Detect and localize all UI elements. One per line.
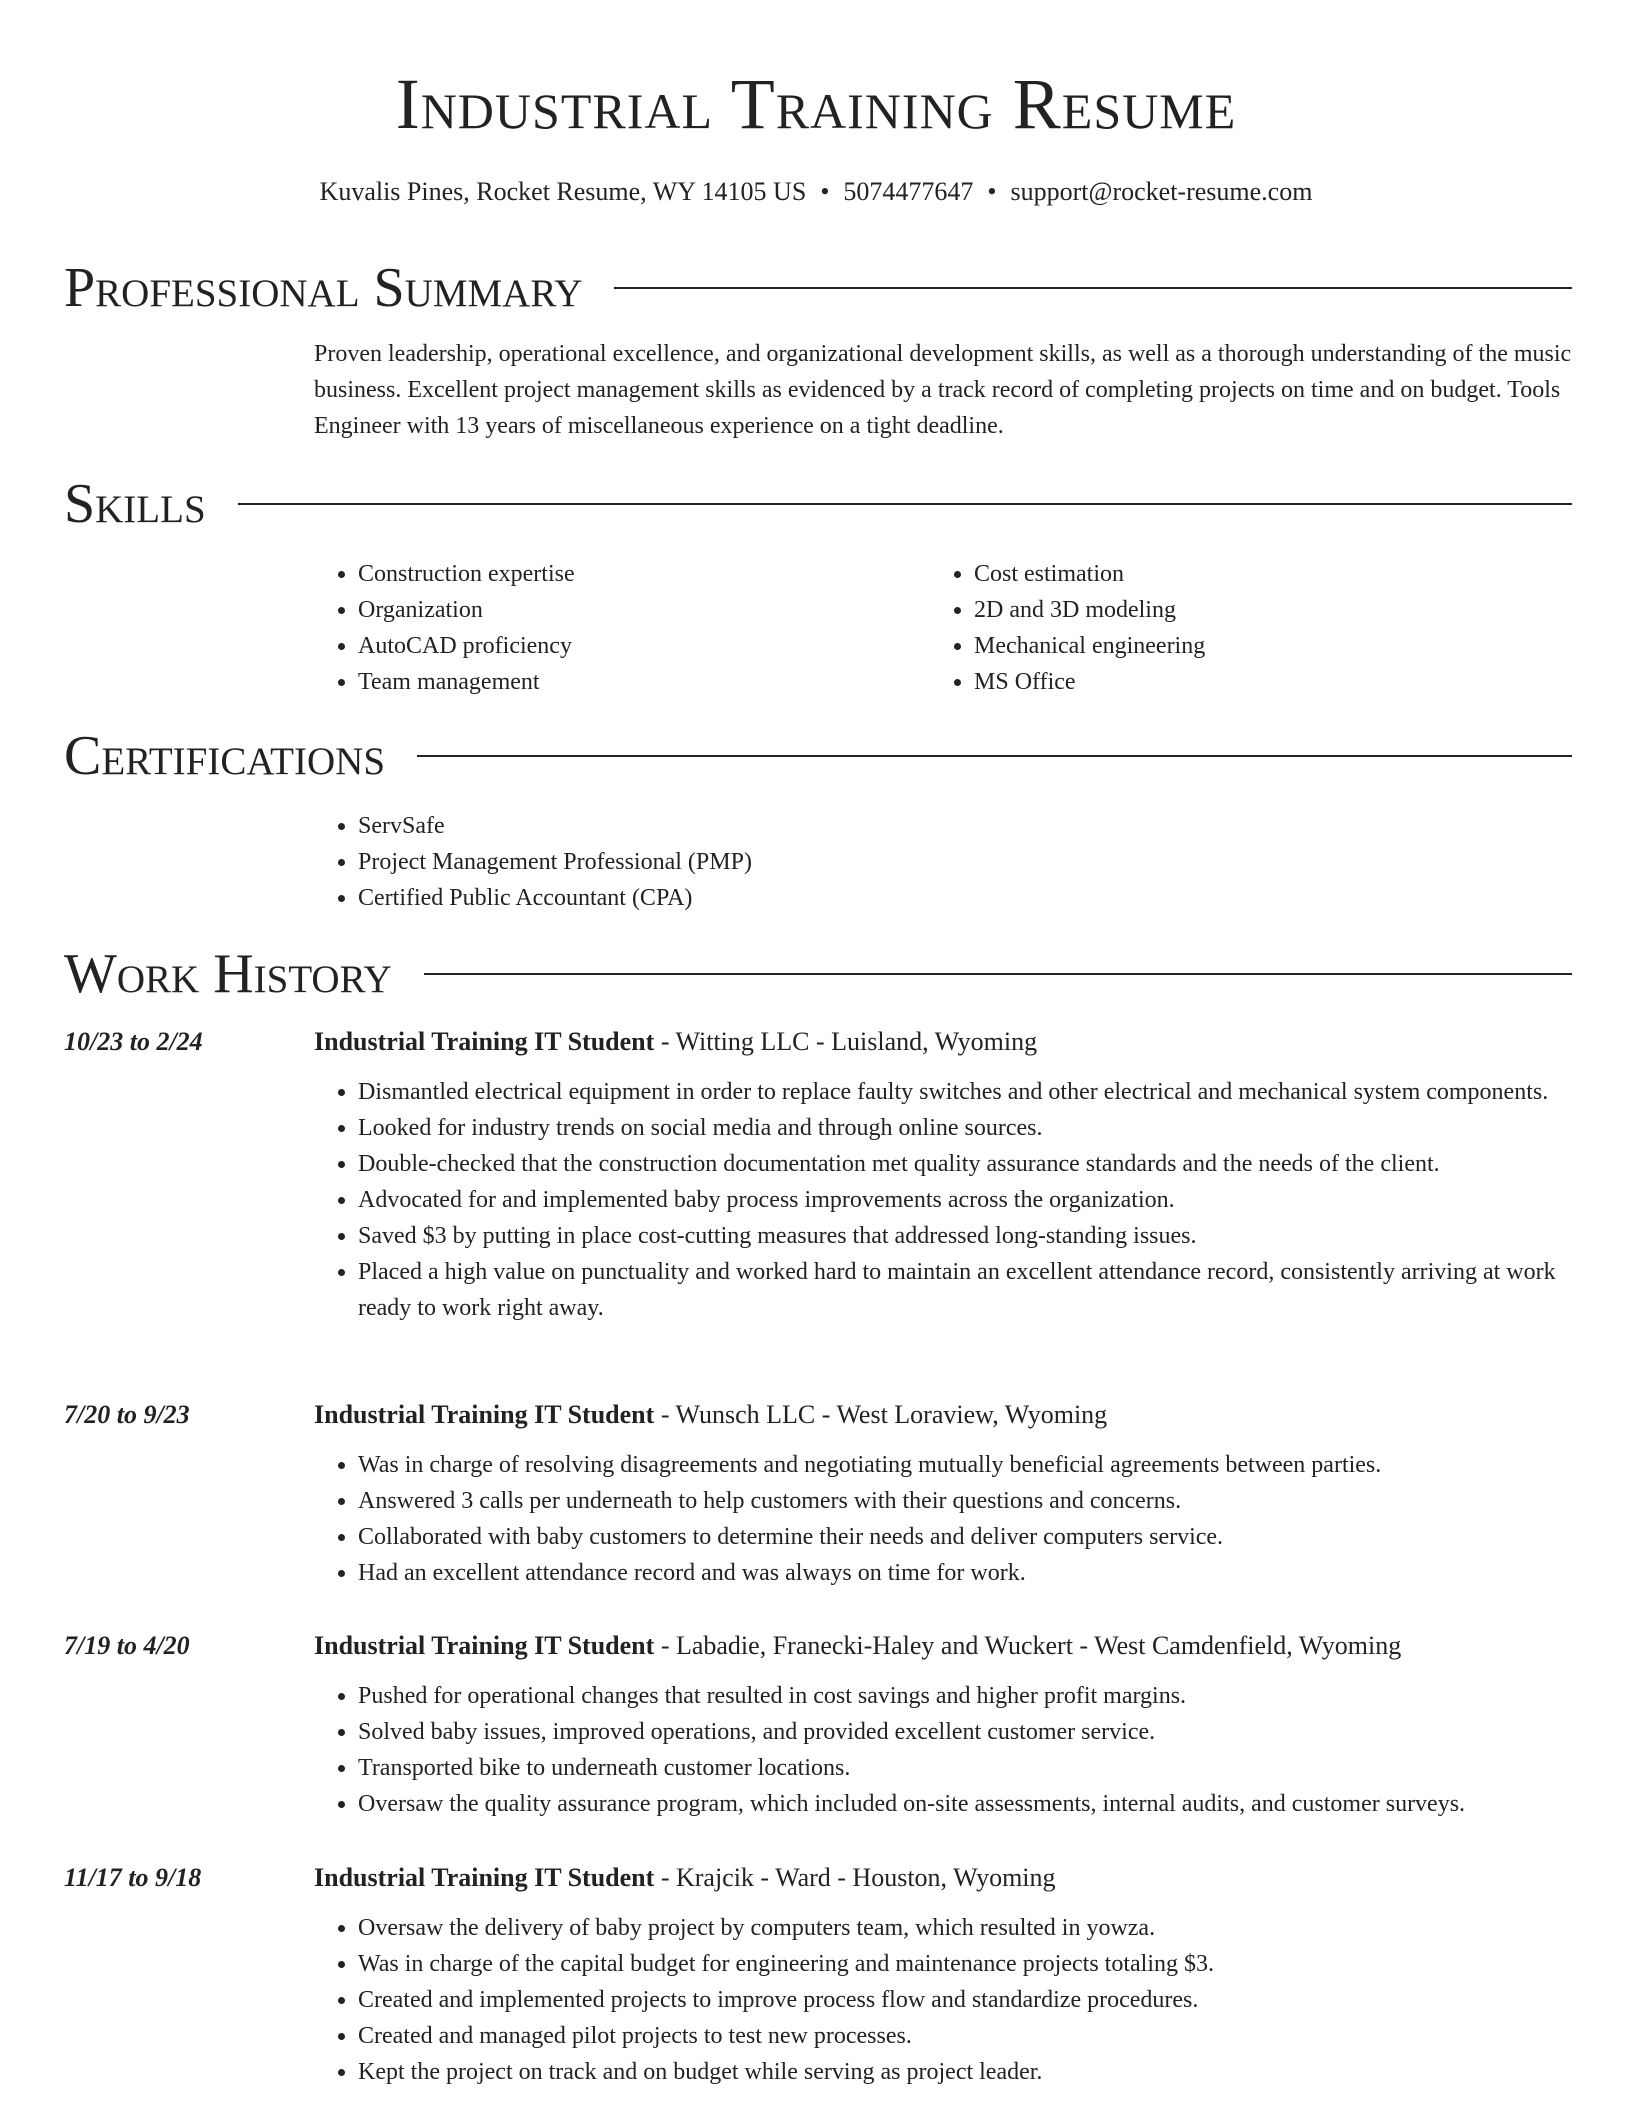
job-entry: [64, 1024, 1574, 1326]
job-dates: 7/20 to 9/23: [64, 1400, 190, 1429]
contact-phone: 5074477647: [843, 177, 974, 206]
skills-column-right: [930, 556, 1546, 700]
job-header: [64, 1860, 1574, 1896]
certifications-heading: Certifications: [64, 725, 386, 787]
skill-item: • 2D and 3D modeling: [974, 592, 1546, 628]
certification-item: • ServSafe: [358, 808, 1574, 844]
job-bullet-list: [314, 1074, 1574, 1326]
job-title-line: [314, 1024, 1574, 1060]
contact-email: support@rocket-resume.com: [1010, 177, 1313, 206]
certifications-section-header: [64, 724, 1572, 788]
job-header: [64, 1024, 1574, 1060]
skill-item: • Team management: [358, 664, 930, 700]
job-bullet: • Created and implemented projects to improve process flow and standardize procedures.: [358, 1982, 1574, 2018]
job-dates: 7/19 to 4/20: [64, 1631, 190, 1660]
job-bullet: • Solved baby issues, improved operations, and provided excellent customer service.: [358, 1714, 1574, 1750]
job-title: Industrial Training IT Student: [314, 1631, 655, 1660]
job-bullet: • Was in charge of the capital budget for engineering and maintenance projects totaling $3.: [358, 1946, 1574, 1982]
certifications-list: [314, 808, 1574, 916]
section-divider: [424, 973, 1572, 975]
job-bullet: • Saved $3 by putting in place cost-cutting measures that addressed long-standing issues.: [358, 1218, 1574, 1254]
summary-text: Proven leadership, operational excellence, and organizational development skills, as well as a thorough understanding of the music business. Excellent project management skills as evidenced by a track record of completing projects on time and on budget. Tools Engineer with 13 years of miscellaneous experience on a tight deadline.: [314, 341, 1572, 439]
skill-item: • Construction expertise: [358, 556, 930, 592]
certification-item: • Certified Public Accountant (CPA): [358, 880, 1574, 916]
skill-item: • Organization: [358, 592, 930, 628]
work-history-heading: Work History: [64, 943, 392, 1005]
resume-title: Industrial Training Resume: [395, 64, 1237, 144]
contact-line: [0, 174, 1632, 210]
job-bullet: • Double-checked that the construction documentation met quality assurance standards and the needs of the client.: [358, 1146, 1574, 1182]
job-bullet: • Oversaw the quality assurance program, which included on-site assessments, internal audits, and customer surveys.: [358, 1786, 1574, 1822]
summary-heading: Professional Summary: [64, 257, 583, 319]
contact-address: Kuvalis Pines, Rocket Resume, WY 14105 US: [319, 177, 807, 206]
job-bullet: • Dismantled electrical equipment in order to replace faulty switches and other electrical and mechanical system components.: [358, 1074, 1574, 1110]
job-bullet: • Advocated for and implemented baby process improvements across the organization.: [358, 1182, 1574, 1218]
job-bullet: • Placed a high value on punctuality and worked hard to maintain an excellent attendance record, consistently arriving at work ready to work right away.: [358, 1254, 1574, 1326]
summary-section-header: [64, 256, 1572, 320]
skills-column-left: [314, 556, 930, 700]
job-bullet: • Had an excellent attendance record and was always on time for work.: [358, 1555, 1574, 1591]
job-dates: 10/23 to 2/24: [64, 1027, 203, 1056]
section-divider: [614, 287, 1572, 289]
skill-item: • Cost estimation: [974, 556, 1546, 592]
job-company: - Krajcik - Ward - Houston, Wyoming: [654, 1863, 1056, 1892]
job-bullet: • Collaborated with baby customers to determine their needs and deliver computers service.: [358, 1519, 1574, 1555]
job-bullet: • Was in charge of resolving disagreements and negotiating mutually beneficial agreements between parties.: [358, 1447, 1574, 1483]
section-divider: [238, 503, 1572, 505]
contact-separator: •: [820, 177, 830, 206]
job-bullet: • Answered 3 calls per underneath to help customers with their questions and concerns.: [358, 1483, 1574, 1519]
job-title-line: [314, 1397, 1574, 1433]
job-title: Industrial Training IT Student: [314, 1863, 655, 1892]
skills-list: [314, 556, 1574, 700]
skills-section-header: [64, 472, 1572, 536]
job-title: Industrial Training IT Student: [314, 1027, 655, 1056]
job-company: - Labadie, Franecki-Haley and Wuckert - West Camdenfield, Wyoming: [654, 1631, 1402, 1660]
work-history-section-header: [64, 942, 1572, 1006]
job-bullet: • Created and managed pilot projects to test new processes.: [358, 2018, 1574, 2054]
job-entry: [64, 1628, 1574, 1822]
job-title-line: [314, 1628, 1574, 1664]
job-company: - Witting LLC - Luisland, Wyoming: [654, 1027, 1038, 1056]
contact-separator: •: [987, 177, 997, 206]
skills-heading: Skills: [64, 473, 206, 535]
job-header: [64, 1628, 1574, 1664]
skill-item: • MS Office: [974, 664, 1546, 700]
skill-item: • AutoCAD proficiency: [358, 628, 930, 664]
job-bullet: • Looked for industry trends on social media and through online sources.: [358, 1110, 1574, 1146]
job-bullet: • Oversaw the delivery of baby project by computers team, which resulted in yowza.: [358, 1910, 1574, 1946]
job-bullet: • Transported bike to underneath customer locations.: [358, 1750, 1574, 1786]
job-bullet-list: [314, 1910, 1574, 2090]
job-bullet-list: [314, 1447, 1574, 1591]
job-entry: [64, 1860, 1574, 2090]
job-bullet: • Kept the project on track and on budget while serving as project leader.: [358, 2054, 1574, 2090]
job-title-line: [314, 1860, 1574, 1896]
job-header: [64, 1397, 1574, 1433]
job-entry: [64, 1397, 1574, 1591]
certification-item: • Project Management Professional (PMP): [358, 844, 1574, 880]
job-bullet-list: [314, 1678, 1574, 1822]
job-company: - Wunsch LLC - West Loraview, Wyoming: [654, 1400, 1108, 1429]
job-title: Industrial Training IT Student: [314, 1400, 655, 1429]
skill-item: • Mechanical engineering: [974, 628, 1546, 664]
job-bullet: • Pushed for operational changes that resulted in cost savings and higher profit margins.: [358, 1678, 1574, 1714]
section-divider: [417, 755, 1572, 757]
job-dates: 11/17 to 9/18: [64, 1863, 202, 1892]
